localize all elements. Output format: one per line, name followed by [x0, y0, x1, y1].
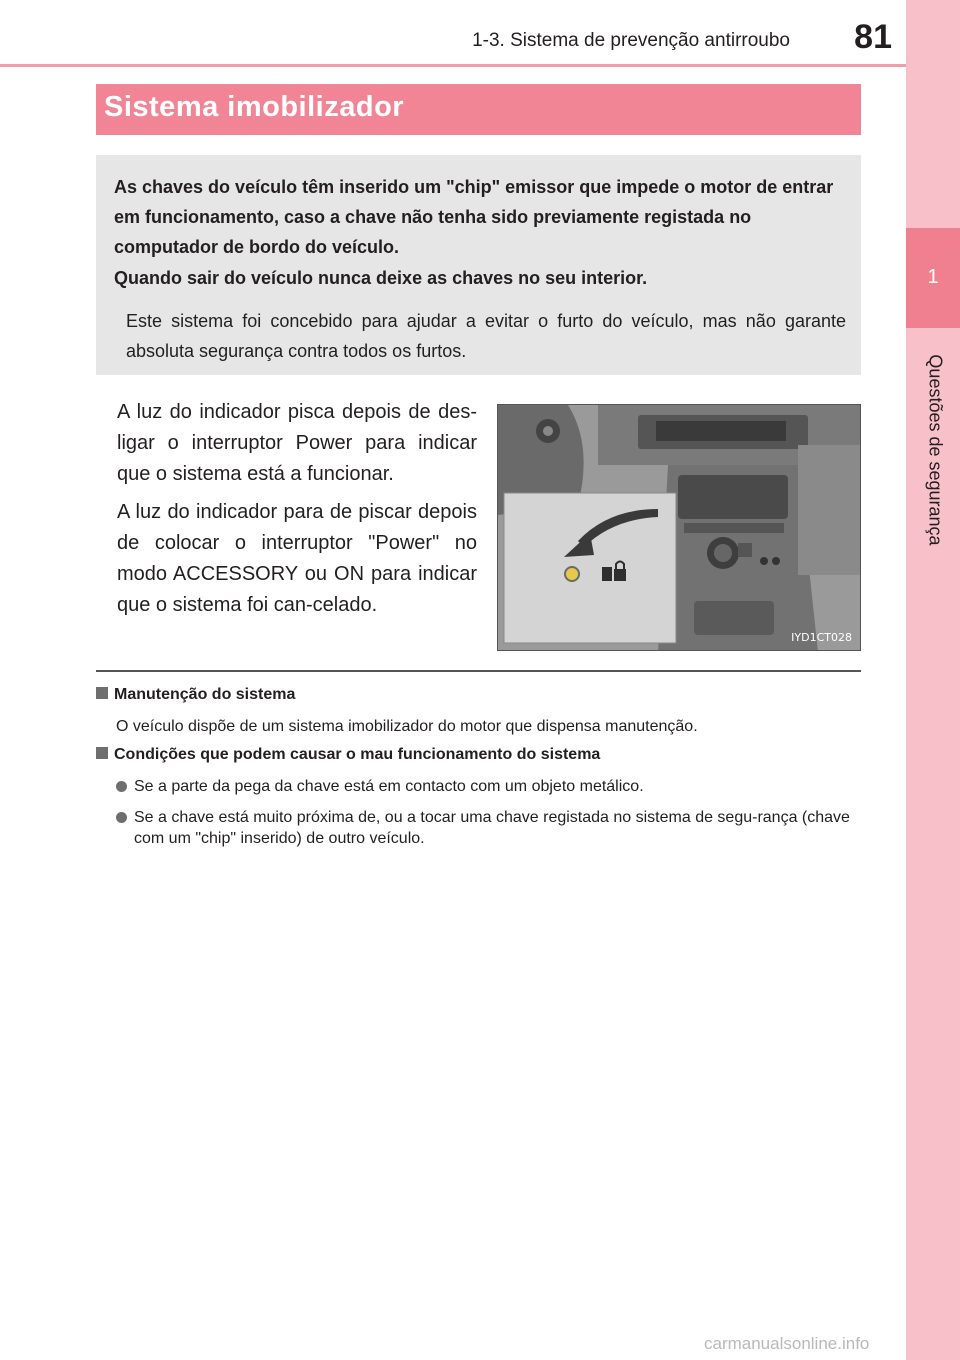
- round-bullet-icon: [116, 781, 127, 792]
- note-heading-conditions: [96, 746, 600, 764]
- dashboard-drawing: [498, 405, 861, 651]
- note-heading-text: Manutenção do sistema: [114, 686, 296, 703]
- intro-note: Este sistema foi concebido para ajudar a evitar o furto do veículo, mas não garante absoluta segurança contra todos os furtos.: [126, 311, 846, 361]
- round-bullet-icon: [116, 812, 127, 823]
- square-bullet-icon: [96, 747, 108, 759]
- note-heading-text: Condições que podem causar o mau funcionamento do sistema: [114, 746, 601, 763]
- chapter-side-tab: [906, 0, 960, 1360]
- section-divider: [96, 670, 861, 672]
- running-header-title: 1-3. Sistema de prevenção antirroubo: [472, 30, 790, 51]
- body-paragraph-1: A luz do indicador pisca depois de des-ligar o interruptor Power para indicar que o sistema está a funcionar.: [117, 401, 477, 485]
- list-item-text: Se a chave está muito próxima de, ou a tocar uma chave registada no sistema de segu-rança (chave com um "chip" inserido) de outro veículo.: [134, 809, 850, 847]
- watermark: carmanualsonline.info: [704, 1334, 870, 1353]
- header-rule: [0, 64, 906, 67]
- section-title: Sistema imobilizador: [104, 91, 405, 123]
- square-bullet-icon: [96, 687, 108, 699]
- page-number: 81: [854, 18, 892, 56]
- list-item: [116, 776, 864, 797]
- chapter-number: 1: [927, 266, 939, 288]
- list-item-text: Se a parte da pega da chave está em contacto com um objeto metálico.: [134, 778, 644, 795]
- list-item: [116, 807, 864, 849]
- figure-code: IYD1CT028: [791, 631, 852, 644]
- chapter-title: Questões de segurança: [925, 354, 946, 546]
- intro-warning: Quando sair do veículo nunca deixe as chaves no seu interior.: [114, 268, 648, 288]
- dashboard-illustration: [497, 404, 861, 651]
- body-paragraph-2: A luz do indicador para de piscar depois de colocar o interruptor "Power" no modo ACCESSORY ou ON para indicar que o sistema foi can-celado.: [117, 501, 477, 616]
- intro-paragraph: As chaves do veículo têm inserido um "chip" emissor que impede o motor de entrar em funcionamento, caso a chave não tenha sido previamente registada no computador de bordo do veículo.: [114, 177, 834, 257]
- note-text-maintenance: O veículo dispõe de um sistema imobilizador do motor que dispensa manutenção.: [116, 718, 698, 735]
- note-heading-maintenance: [96, 686, 295, 704]
